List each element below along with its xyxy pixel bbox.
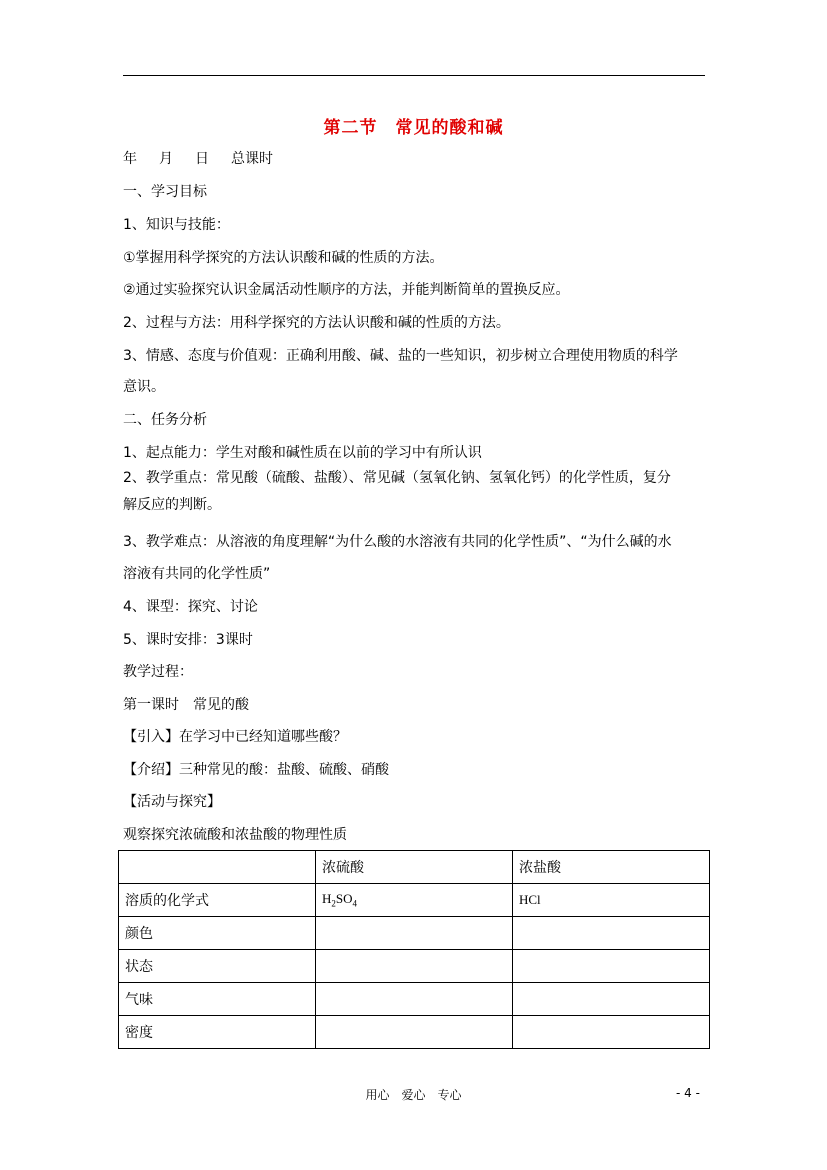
- section-heading-goals: 一、学习目标: [123, 184, 207, 200]
- table-cell: [513, 950, 710, 983]
- table-cell: [119, 851, 316, 884]
- text-line: 3、教学难点：从溶液的角度理解“为什么酸的水溶液有共同的化学性质”、“为什么碱的水: [123, 534, 672, 550]
- table-cell: [513, 983, 710, 1016]
- total-periods-label: 总课时: [231, 151, 273, 167]
- table-header-row: [119, 851, 710, 884]
- formula-part: H: [322, 891, 332, 907]
- text-line: 教学过程：: [123, 664, 193, 680]
- text-line: 观察探究浓硫酸和浓盐酸的物理性质: [123, 827, 347, 843]
- table-cell: [316, 983, 513, 1016]
- header-rule: [123, 75, 705, 76]
- table-row: [119, 884, 710, 917]
- table-header-cell: 浓硫酸: [316, 851, 513, 884]
- row-label: 气味: [119, 983, 316, 1016]
- text-line: ②通过实验探究认识金属活动性顺序的方法，并能判断简单的置换反应。: [123, 282, 570, 298]
- month-label: 月: [159, 151, 173, 167]
- table-header-cell: 浓盐酸: [513, 851, 710, 884]
- text-line: 【介绍】三种常见的酸：盐酸、硫酸、硝酸: [123, 762, 389, 778]
- text-line: 4、课型：探究、讨论: [123, 599, 258, 615]
- page-number: - 4 -: [676, 1086, 700, 1100]
- table-cell: [316, 917, 513, 950]
- date-line: [123, 150, 273, 168]
- text-line: 【活动与探究】: [123, 794, 221, 810]
- table-cell: [513, 1016, 710, 1049]
- text-line: 意识。: [123, 379, 165, 395]
- acid-properties-table: [118, 850, 710, 1049]
- table-cell: [316, 950, 513, 983]
- row-label: 溶质的化学式: [119, 884, 316, 917]
- text-line: ①掌握用科学探究的方法认识酸和碱的性质的方法。: [123, 250, 444, 266]
- page-title: 第二节 常见的酸和碱: [323, 118, 504, 138]
- text-line: 【引入】在学习中已经知道哪些酸？: [123, 729, 347, 745]
- table-row: [119, 1016, 710, 1049]
- formula-cell: HCl: [513, 884, 710, 917]
- row-label: 密度: [119, 1016, 316, 1049]
- row-label: 颜色: [119, 917, 316, 950]
- text-line: 第一课时 常见的酸: [123, 697, 249, 713]
- formula-subscript: 4: [352, 898, 358, 909]
- formula-subscript: 2: [331, 898, 336, 909]
- day-label: 日: [195, 151, 209, 167]
- section-heading-analysis: 二、任务分析: [123, 412, 207, 428]
- table-row: [119, 917, 710, 950]
- row-label: 状态: [119, 950, 316, 983]
- table-row: [119, 950, 710, 983]
- text-line: 2、过程与方法：用科学探究的方法认识酸和碱的性质的方法。: [123, 315, 510, 331]
- text-line: 1、起点能力：学生对酸和碱性质在以前的学习中有所认识: [123, 445, 482, 461]
- text-line: 3、情感、态度与价值观：正确利用酸、碱、盐的一些知识，初步树立合理使用物质的科学: [123, 348, 678, 364]
- table-row: [119, 983, 710, 1016]
- table-cell: [513, 917, 710, 950]
- table-cell: [316, 1016, 513, 1049]
- formula-part: SO: [335, 891, 353, 907]
- text-line: 2、教学重点：常见酸（硫酸、盐酸）、常见碱（氢氧化钠、氢氧化钙）的化学性质，复分: [123, 470, 671, 486]
- formula-cell: [316, 884, 513, 917]
- text-line: 溶液有共同的化学性质”: [123, 566, 271, 582]
- year-label: 年: [123, 151, 137, 167]
- text-line: 解反应的判断。: [123, 497, 221, 513]
- text-line: 1、知识与技能：: [123, 217, 230, 233]
- text-line: 5、课时安排：3课时: [123, 632, 253, 648]
- footer-motto: 用心 爱心 专心: [365, 1088, 462, 1102]
